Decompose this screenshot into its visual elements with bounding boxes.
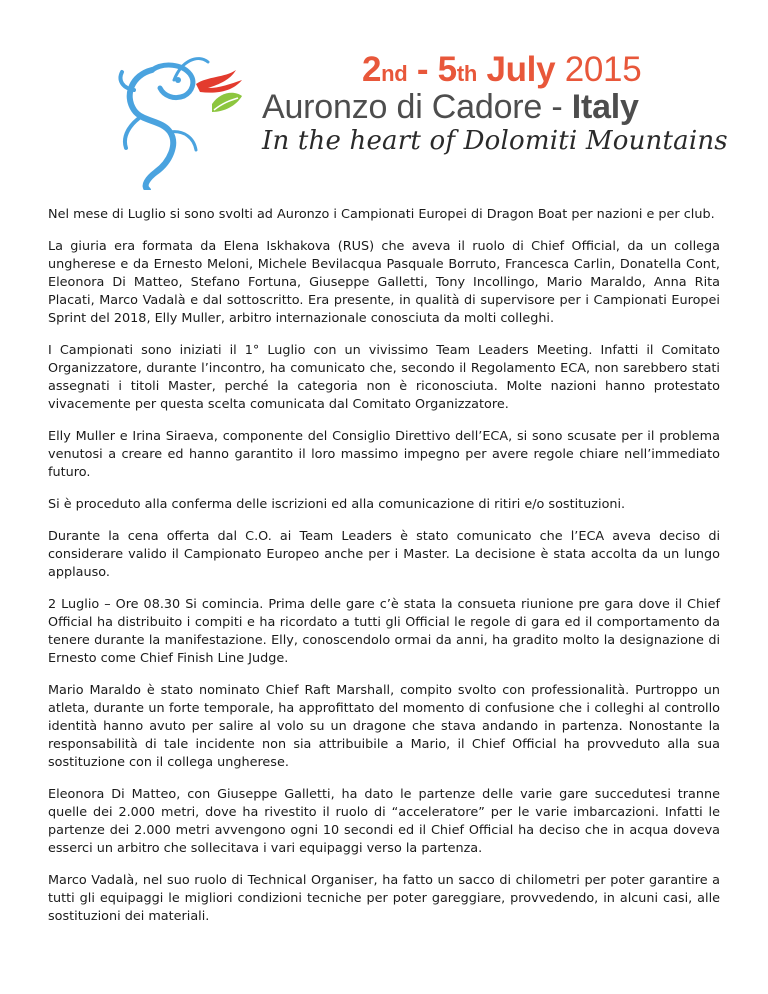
event-location [262, 87, 639, 127]
date-end-suffix: th [456, 61, 478, 86]
paragraph: I Campionati sono iniziati il 1° Luglio con un vivissimo Team Leaders Meeting. Infatti il Comitato Organizzatore, durante l’incontro, ha comunicato che, secondo il Regolamento ECA, non sarebbero stati assegnati i titoli Master, perché la categoria non è riconosciuta. Molte nazioni hanno protestato vivacemente per questa scelta comunicata dal Comitato Organizzatore. [48, 343, 720, 412]
paragraph: Marco Vadalà, nel suo ruolo di Technical Organiser, ha fatto un sacco di chilometri per poter garantire a tutti gli equipaggi le migliori condizioni tecniche per poter gareggiare, provvedendo, in alcuni casi, alle sostituzioni dei materiali. [48, 873, 720, 924]
paragraph: La giuria era formata da Elena Iskhakova (RUS) che aveva il ruolo di Chief Official, da un collega ungherese e da Ernesto Meloni, Michele Bevilacqua Pasquale Borruto, Francesca Carlin, Donatella Cont, Eleonora Di Matteo, Stefano Fortuna, Giuseppe Galletti, Tony Incollingo, Mario Maraldo, Anna Rita Placati, Marco Vadalà e dal sottoscritto. Era presente, in qualità di supervisore per i Campionati Europei Sprint del 2018, Elly Muller, arbitro internazionale conosciuta da molti colleghi. [48, 239, 720, 326]
date-end: 5 [437, 50, 457, 89]
paragraph: Mario Maraldo è stato nominato Chief Raft Marshall, compito svolto con professionalità. Purtroppo un atleta, durante un forte temporale, ha approfittato del momento di confusione che i colleghi al controllo identità hanno avuto per salire al volo su un dragone che stava andando in partenza. Nonostante la responsabilità di tale incidente non sia attribuibile a Mario, il Chief Official ha provveduto alla sua sostituzione con il collega ungherese. [48, 683, 720, 770]
date-year: 2015 [564, 50, 642, 89]
date-month: July [477, 50, 565, 89]
date-start: 2 [362, 50, 382, 89]
paragraph: Durante la cena offerta dal C.O. ai Team Leaders è stato comunicato che l’ECA aveva deciso di considerare valido il Campionato Europeo anche per i Master. La decisione è stata accolta da un lungo applauso. [48, 529, 720, 580]
date-separator: - [407, 50, 438, 89]
location-country: Italy [571, 88, 639, 126]
dragon-logo-icon [112, 40, 262, 190]
date-start-suffix: nd [381, 61, 408, 86]
paragraph: Elly Muller e Irina Siraeva, componente del Consiglio Direttivo dell’ECA, si sono scusate per il problema venutosi a creare ed hanno garantito il loro massimo impegno per avere regole chiare nell’immediato futuro. [48, 429, 720, 480]
location-place: Auronzo di Cadore - [262, 88, 572, 126]
article-body [48, 206, 720, 940]
paragraph: Nel mese di Luglio si sono svolti ad Auronzo i Campionati Europei di Dragon Boat per nazioni e per club. [48, 207, 715, 222]
event-tagline: In the heart of Dolomiti Mountains [262, 126, 728, 156]
paragraph: Eleonora Di Matteo, con Giuseppe Galletti, ha dato le partenze delle varie gare succedutesi tranne quelle dei 2.000 metri, dove ha rivestito il ruolo di “acceleratore” per le varie imbarcazioni. Infatti le partenze dei 2.000 metri avvengono ogni 10 secondi ed il Chief Official ha deciso che in acqua doveva esserci un arbitro che sollecitava i vari equipaggi verso la partenza. [48, 787, 720, 856]
paragraph: Si è proceduto alla conferma delle iscrizioni ed alla comunicazione di ritiri e/o sostituzioni. [48, 497, 626, 512]
paragraph: 2 Luglio – Ore 08.30 Si comincia. Prima delle gare c’è stata la consueta riunione pre gara dove il Chief Official ha distribuito i compiti e ha ricordato a tutti gli Official le regole di gara ed il comportamento da tenere durante la manifestazione. Elly, conoscendolo ormai da anni, ha gradito molto la designazione di Ernesto come Chief Finish Line Judge. [48, 597, 720, 666]
event-header [0, 0, 768, 200]
